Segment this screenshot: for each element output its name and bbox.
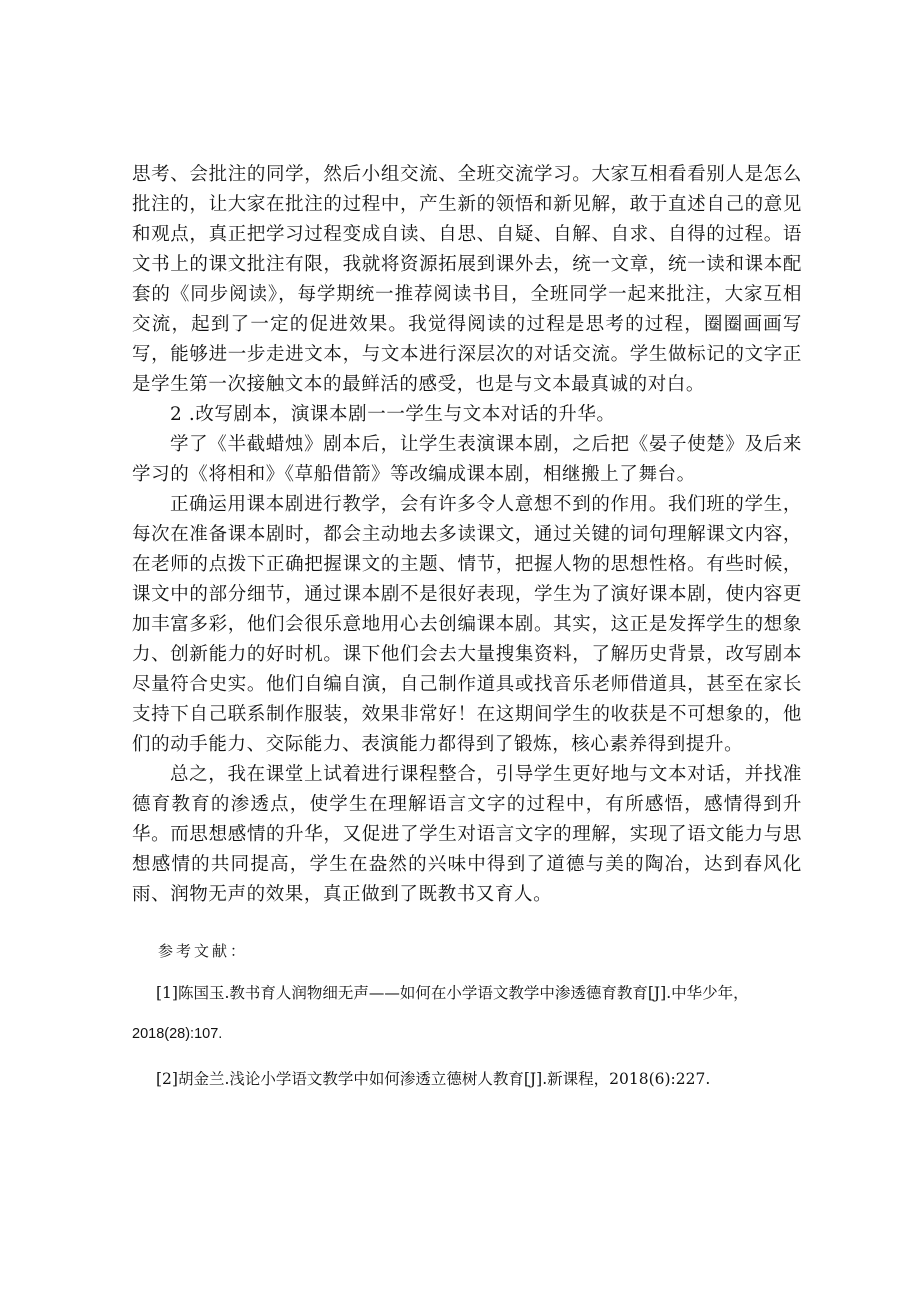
section-heading-textbook-drama: 2 .改写剧本，演课本剧一一学生与文本对话的升华。 bbox=[170, 404, 616, 425]
reference-2: [2]胡金兰.浅论小学语文教学中如何渗透立德树人教育[J].新课程，2018(6):227. bbox=[156, 1070, 711, 1088]
references-title: 参考文献： bbox=[158, 942, 249, 960]
reference-1-text: [1]陈国玉.教书育人润物细无声——如何在小学语文教学中渗透德育教育[J].中华少年， bbox=[156, 984, 749, 1002]
paragraph-annotation-practice: 思考、会批注的同学，然后小组交流、全班交流学习。大家互相看看别人是怎么批注的，让大家在批注的过程中，产生新的领悟和新见解，敢于直述自己的意见和观点，真正把学习过程变成自读、自思、自疑、自解、自求、自得的过程。语文书上的课文批注有限，我就将资源拓展到课外去，统一文章，统一读和课本配套的《同步阅读》，每学期统一推荐阅读书目，全班同学一起来批注，大家互相交流，起到了一定的促进效果。我觉得阅读的过程是思考的过程，圈圈画画写写，能够进一步走进文本，与文本进行深层次的对话交流。学生做标记的文字正是学生第一次接触文本的最鲜活的感受，也是与文本最真诚的对白。 bbox=[132, 164, 802, 395]
paragraph-drama-examples: 学了《半截蜡烛》剧本后，让学生表演课本剧，之后把《晏子使楚》及后来学习的《将相和》《草船借箭》等改编成课本剧，相继搬上了舞台。 bbox=[132, 434, 802, 485]
reference-1-continuation: 2018(28):107. bbox=[132, 1026, 223, 1042]
article-body bbox=[132, 160, 802, 1091]
paragraph-drama-benefits: 正确运用课本剧进行教学，会有许多令人意想不到的作用。我们班的学生，每次在准备课本剧时，都会主动地去多读课文，通过关键的词句理解课文内容，在老师的点拨下正确把握课文的主题、情节，把握人物的思想性格。有些时候，课文中的部分细节，通过课本剧不是很好表现，学生为了演好课本剧，使内容更加丰富多彩，他们会很乐意地用心去创编课本剧。其实，这正是发挥学生的想象力、创新能力的好时机。课下他们会去大量搜集资料，了解历史背景，改写剧本尽量符合史实。他们自编自演，自己制作道具或找音乐老师借道具，甚至在家长支持下自己联系制作服装，效果非常好！在这期间学生的收获是不可想象的，他们的动手能力、交际能力、表演能力都得到了锻炼，核心素养得到提升。 bbox=[132, 494, 802, 755]
reference-1 bbox=[156, 981, 802, 1005]
paragraph-conclusion: 总之，我在课堂上试着进行课程整合，引导学生更好地与文本对话，并找准德育教育的渗透点，使学生在理解语言文字的过程中，有所感悟，感情得到升华。而思想感情的升华，又促进了学生对语言文字的理解，实现了语文能力与思想感情的共同提高，学生在盎然的兴味中得到了道德与美的陶冶，达到春风化雨、润物无声的效果，真正做到了既教书又育人。 bbox=[132, 764, 802, 905]
